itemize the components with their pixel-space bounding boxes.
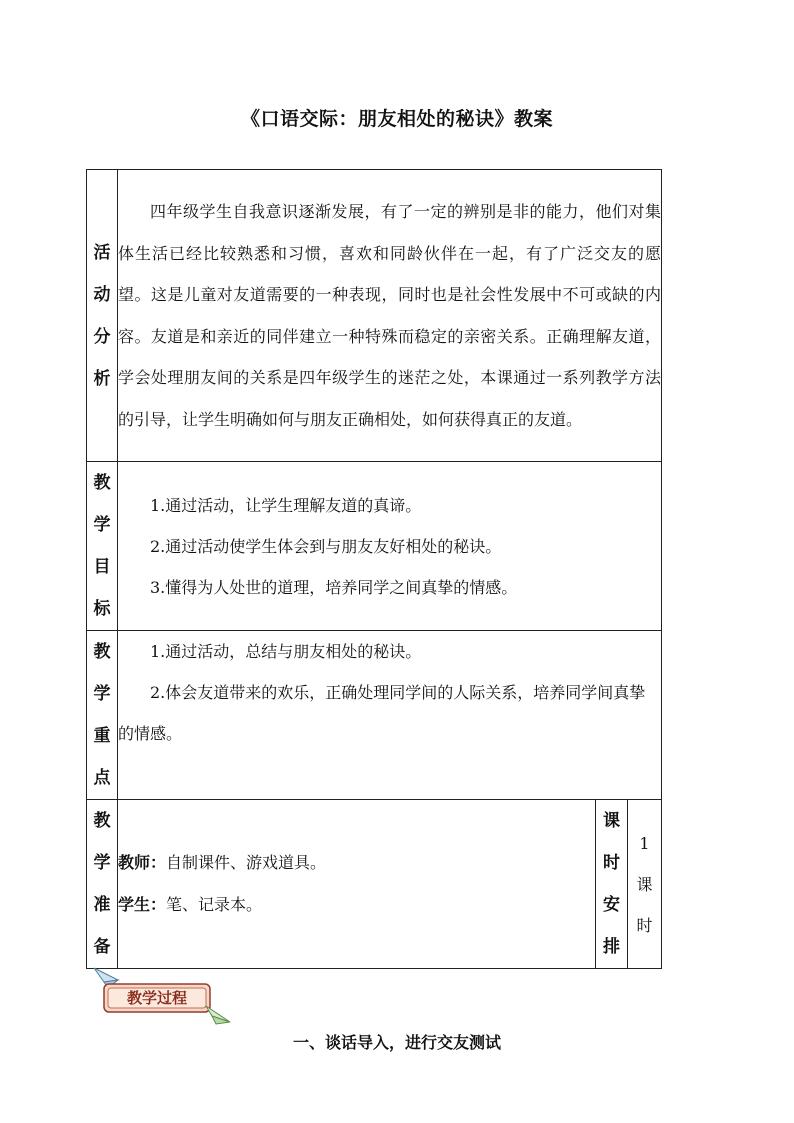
teaching-process-badge [92, 966, 232, 1026]
schedule-char: 课 [636, 874, 653, 894]
activity-analysis-text: 四年级学生自我意识逐渐发展，有了一定的辨别是非的能力，他们对集体生活已经比较熟悉和习惯，喜欢和同龄伙伴在一起，有了广泛交友的愿望。这是儿童对友道需要的一种表现，同时也是社会性发展中不可或缺的内容。友道是和亲近的同伴建立一种特殊而稳定的亲密关系。正确理解友道，学会处理朋友间的关系是四年级学生的迷茫之处，本课通过一系列教学方法的引导，让学生明确如何与朋友正确相处，如何获得真正的友道。 [118, 170, 662, 462]
goal-item: 3.懂得为人处世的道理，培养同学之间真挚的情感。 [150, 577, 518, 597]
section-heading: 一、谈话导入，进行交友测试 [292, 1033, 501, 1052]
header-char: 动 [93, 284, 111, 305]
header-char: 教 [93, 811, 111, 831]
page-title: 《口语交际：朋友相处的秘诀》教案 [240, 108, 553, 130]
header-char: 分 [93, 326, 111, 347]
header-char: 教 [93, 473, 111, 493]
header-char: 教 [93, 642, 111, 662]
goal-item: 2.通过活动使学生体会到与朋友友好相处的秘诀。 [150, 536, 502, 556]
key-point-item: 2.体会友道带来的欢乐，正确处理同学间的人际关系，培养同学间真挚的情感。 [118, 683, 646, 743]
header-char: 准 [93, 895, 111, 915]
header-char: 课 [603, 811, 620, 831]
header-schedule [596, 800, 628, 969]
header-teaching-goals [87, 462, 118, 631]
lesson-plan-table [86, 169, 662, 969]
row-activity-analysis [87, 170, 662, 462]
header-char: 排 [603, 937, 620, 957]
teacher-text: 自制课件、游戏道具。 [166, 853, 327, 872]
row-teaching-goals [87, 462, 662, 631]
header-activity-analysis [87, 170, 118, 462]
schedule-value [628, 800, 662, 969]
schedule-char: 时 [636, 915, 653, 935]
schedule-char: 1 [639, 833, 650, 853]
student-label: 学生： [118, 895, 167, 914]
student-prep [118, 884, 595, 926]
teaching-goals-list [118, 462, 662, 631]
row-preparation [87, 800, 662, 969]
key-point-item: 1.通过活动，总结与朋友相处的秘诀。 [150, 642, 422, 661]
header-char: 重 [93, 726, 111, 746]
header-char: 学 [93, 853, 111, 873]
header-char: 析 [93, 368, 111, 389]
row-key-points [87, 631, 662, 800]
paper-plane-icon [94, 968, 118, 982]
badge-label: 教学过程 [126, 989, 188, 1007]
header-char: 标 [93, 599, 111, 619]
key-points-list [118, 631, 662, 800]
header-char: 学 [93, 515, 111, 535]
header-char: 安 [603, 895, 620, 915]
header-char: 活 [93, 242, 111, 263]
header-preparation [87, 800, 118, 969]
header-char: 学 [93, 684, 111, 704]
header-key-points [87, 631, 118, 800]
header-char: 备 [93, 937, 111, 957]
goal-item: 1.通过活动，让学生理解友道的真谛。 [150, 495, 422, 515]
header-char: 点 [93, 768, 111, 788]
student-text: 笔、记录本。 [166, 895, 263, 914]
header-char: 目 [93, 557, 111, 577]
header-char: 时 [603, 853, 620, 873]
teacher-prep [118, 842, 595, 884]
preparation-content [118, 800, 596, 969]
teacher-label: 教师： [118, 853, 167, 872]
